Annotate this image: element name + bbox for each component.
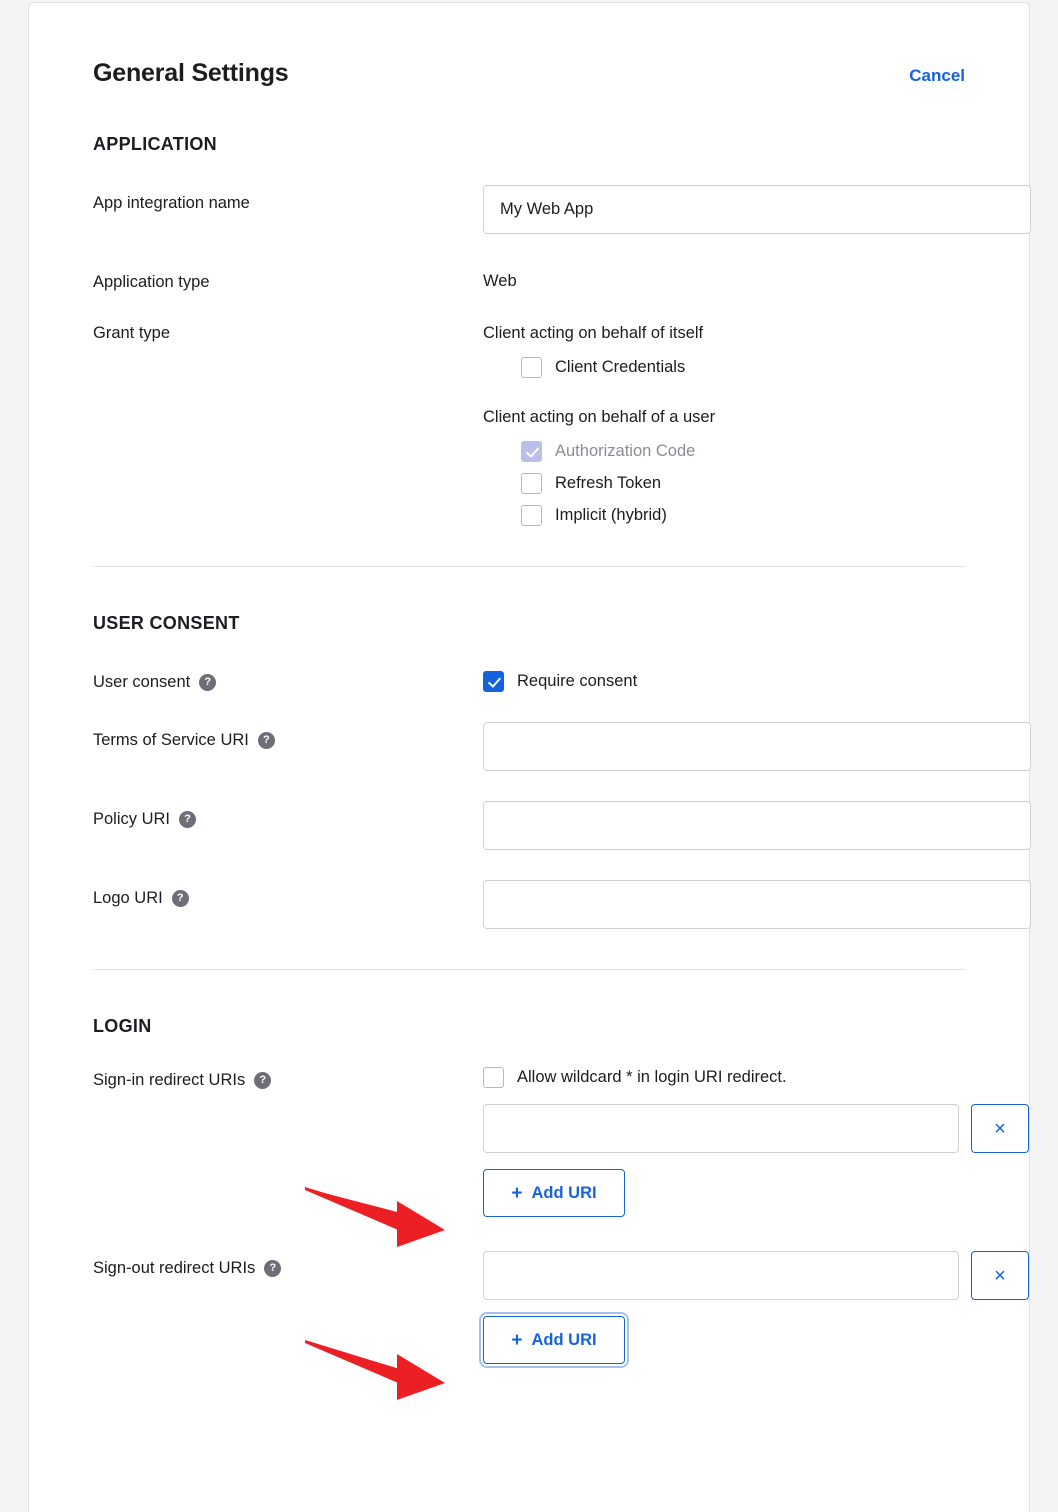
label-signout-redirect-uris — [93, 1247, 483, 1278]
cancel-button[interactable]: Cancel — [909, 66, 965, 85]
field-policy-uri — [93, 801, 965, 850]
plus-icon: + — [511, 1182, 523, 1204]
policy-uri-input[interactable] — [483, 801, 1031, 850]
page-title: General Settings — [93, 59, 289, 87]
label-signin-redirect-uris — [93, 1067, 483, 1090]
label-signin-redirect-text: Sign-in redirect URIs — [93, 1071, 246, 1089]
field-user-consent — [93, 664, 965, 692]
help-icon[interactable]: ? — [179, 811, 196, 828]
card-header — [93, 59, 965, 88]
field-grant-type — [93, 322, 965, 526]
label-terms-of-service-uri — [93, 722, 483, 750]
client-credentials-checkbox[interactable] — [521, 357, 542, 378]
logo-uri-input[interactable] — [483, 880, 1031, 929]
help-icon[interactable]: ? — [258, 732, 275, 749]
signin-redirect-uri-input[interactable] — [483, 1104, 959, 1153]
label-logo-uri — [93, 880, 483, 908]
divider-user-consent — [93, 969, 965, 970]
field-app-integration-name — [93, 185, 965, 234]
label-app-integration-name: App integration name — [93, 194, 250, 212]
add-signin-uri-button[interactable] — [483, 1169, 625, 1217]
checkbox-row-refresh-token[interactable] — [521, 473, 965, 494]
divider-application — [93, 566, 965, 567]
implicit-hybrid-checkbox[interactable] — [521, 505, 542, 526]
section-title-application: APPLICATION — [93, 134, 217, 154]
label-signout-redirect-text: Sign-out redirect URIs — [93, 1259, 256, 1277]
authorization-code-checkbox[interactable] — [521, 441, 542, 462]
plus-icon: + — [511, 1329, 523, 1351]
help-icon[interactable]: ? — [199, 674, 216, 691]
client-credentials-label: Client Credentials — [555, 358, 686, 376]
checkbox-row-authorization-code[interactable] — [521, 441, 965, 462]
remove-signout-uri-button[interactable]: × — [971, 1251, 1029, 1300]
label-user-consent — [93, 664, 483, 692]
checkbox-row-client-credentials[interactable] — [521, 357, 965, 378]
help-icon[interactable]: ? — [172, 890, 189, 907]
require-consent-label: Require consent — [517, 672, 638, 690]
require-consent-checkbox[interactable] — [483, 671, 504, 692]
label-policy-uri-text: Policy URI — [93, 810, 171, 828]
field-logo-uri — [93, 880, 965, 929]
refresh-token-label: Refresh Token — [555, 474, 662, 492]
implicit-hybrid-label: Implicit (hybrid) — [555, 506, 667, 524]
help-icon[interactable]: ? — [264, 1260, 281, 1277]
field-signout-redirect-uris — [93, 1247, 1006, 1364]
field-signin-redirect-uris — [93, 1067, 1006, 1217]
refresh-token-checkbox[interactable] — [521, 473, 542, 494]
checkbox-row-allow-wildcard[interactable] — [483, 1067, 1029, 1088]
add-signout-uri-label: Add URI — [531, 1330, 597, 1349]
label-user-consent-text: User consent — [93, 673, 191, 691]
authorization-code-label: Authorization Code — [555, 442, 696, 460]
application-type-value: Web — [483, 272, 517, 290]
add-signin-uri-label: Add URI — [531, 1183, 597, 1202]
checkbox-row-implicit-hybrid[interactable] — [521, 505, 965, 526]
signin-uri-row — [483, 1104, 1029, 1153]
label-logo-uri-text: Logo URI — [93, 889, 163, 907]
help-icon[interactable]: ? — [254, 1072, 271, 1089]
grant-group-user-label: Client acting on behalf of a user — [483, 408, 716, 426]
add-signout-uri-button[interactable] — [483, 1316, 625, 1364]
grant-group-self-label: Client acting on behalf of itself — [483, 324, 704, 342]
signout-redirect-uri-input[interactable] — [483, 1251, 959, 1300]
signout-uri-row — [483, 1251, 1029, 1300]
section-title-login: LOGIN — [93, 1016, 152, 1036]
allow-wildcard-label: Allow wildcard * in login URI redirect. — [517, 1068, 787, 1086]
field-application-type — [93, 264, 965, 292]
app-integration-name-input[interactable] — [483, 185, 1031, 234]
allow-wildcard-checkbox[interactable] — [483, 1067, 504, 1088]
remove-signin-uri-button[interactable]: × — [971, 1104, 1029, 1153]
label-application-type: Application type — [93, 273, 210, 291]
section-title-user-consent: USER CONSENT — [93, 613, 240, 633]
terms-of-service-uri-input[interactable] — [483, 722, 1031, 771]
label-policy-uri — [93, 801, 483, 829]
checkbox-row-require-consent[interactable] — [483, 671, 965, 692]
label-terms-of-service-text: Terms of Service URI — [93, 731, 249, 749]
general-settings-card — [28, 2, 1030, 1512]
field-terms-of-service-uri — [93, 722, 965, 771]
label-grant-type: Grant type — [93, 324, 171, 342]
